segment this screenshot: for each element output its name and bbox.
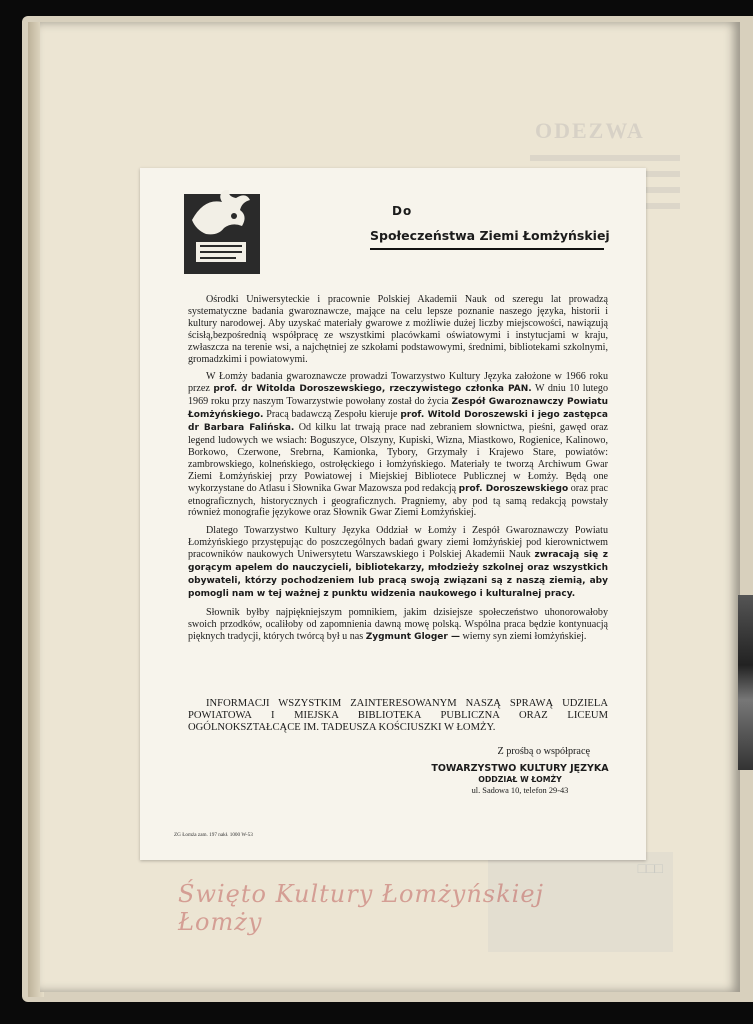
leaflet-body [188,294,608,649]
organization-address: ul. Sadowa 10, telefon 29-43 [471,786,569,795]
leaflet-sheet [140,168,646,860]
paragraph-2: W Łomży badania gwaroznawcze prowadzi Towarzystwo Kultury Języka założone w 1966 roku przez prof. dr Witolda Doroszewskiego, rzeczywistego członka PAN. W dniu 10 lutego 1969 roku przy naszym Towarzystwie powołany został do życia Zespół Gwaroznawczy Powiatu Łomżyńskiego. Pracą badawczą Zespołu kieruje prof. Witold Doroszewski i jego zastępca dr Barbara Falińska. Od kilku lat trwają prace nad zebraniem słownictwa, pieśni, gawęd oraz legend ludowych we wsiach: Boguszyce, Olszyny, Kupiski, Wizna, Miastkowo, Rogienice, Kalinowo, Borkowo, Czerwone, Srebrna, Kamionka, Tybory, Grzymały i Krajewo Stare, powiatów: zambrowskiego, kolneńskiego, ostrołęckiego i łomżyńskiego. Materiały te tworzą Archiwum Gwar Ziemi Łomżyńskiej przy Powiatowej i Miejskiej Bibliotece Publicznej w Łomży. Będą one wykorzystane do Atlasu i Słownika Gwar Mazowsza pod redakcją prof. Doroszewskiego oraz prac etnograficznych, historycznych i geograficznych. Pragniemy, aby pod tą samą redakcją powstały również monografie językowe oraz Słownik Gwar Ziemi Łomżyńskiej. [188,371,608,519]
signature-block [410,746,630,795]
handwritten-caption [178,880,598,940]
organization-name: TOWARZYSTWO KULTURY JĘZYKA [431,763,609,774]
paragraph-3: Dlatego Towarzystwo Kultury Języka Oddział w Łomży i Zespół Gwaroznawczy Powiatu Łomżyńskiego przystępując do poszczególnych badań gwary ziemi łomżyńskiej pod kierownictwem pracowników naukowych Uniwersytetu Warszawskiego i Polskiej Akademii Nauk zwracają się z gorącym apelem do nauczycieli, bibliotekarzy, młodzieży szkolnej oraz wszystkich obywateli, którzy pochodzeniem lub pracą swoją związani są z naszą ziemią, aby pomogli nam w tej ważnej z punktu widzenia naukowego i kulturalnej pracy. [188,525,608,599]
organization-branch: ODDZIAŁ W ŁOMŻY [478,775,562,784]
print-note: ZG Łomża zam. 197 nakł. 1000 W-53 [174,832,253,838]
paragraph-1: Ośrodki Uniwersyteckie i pracownie Polskiej Akademii Nauk od szeregu lat prowadzą systematyczne badania gwaroznawcze, mające na celu lepsze poznanie naszego języka, historii i kultury narodowej. Aby uzyskać materiały gwarowe z możliwie dużej liczby miejscowości, nawiązują ścisłą,bezpośrednią współpracę ze wszystkimi placówkami oświatowymi i instytucjami w kraju, zwłaszcza na terenie wsi, a najchętniej ze szkołami podstawowymi, średnimi, bibliotekami szkolnymi, gromadzkimi i powiatowymi. [188,294,608,365]
deer-emblem-icon [182,190,262,278]
paragraph-4: Słownik byłby najpiękniejszym pomnikiem, jakim dzisiejsze społeczeństwo uhonorowałoby swoich przodków, ocaliłoby od zapomnienia dawną mowę polską. Wspólna praca będzie kontynuacją pięknych tradycji, których twórcą był u nas Zygmunt Gloger — wierny syn ziemi łomżyńskiej. [188,606,608,642]
leaflet-title: Społeczeństwa Ziemi Łomżyńskiej [370,228,610,243]
leaflet-addressee-prefix: Do [392,204,413,218]
adjacent-photo-strip [738,595,753,770]
bleed-through-heading: ODEZWA [535,118,645,143]
bleed-through-block: □□□ [488,852,673,952]
request-line: Z prośbą o współpracę [497,746,590,757]
title-underline [370,248,604,250]
information-notice: INFORMACJI WSZYSTKIM ZAINTERESOWANYM NASZĄ SPRAWĄ UDZIELA POWIATOWA I MIEJSKA BIBLIOTEKA PUBLICZNA ORAZ LICEUM OGÓLNOKSZTAŁCĄCE IM. TADEUSZA KOŚCIUSZKI W ŁOMŻY. [188,698,608,733]
handwriting-text: Święto Kultury Łomżyńskiej Łomży [178,880,544,936]
